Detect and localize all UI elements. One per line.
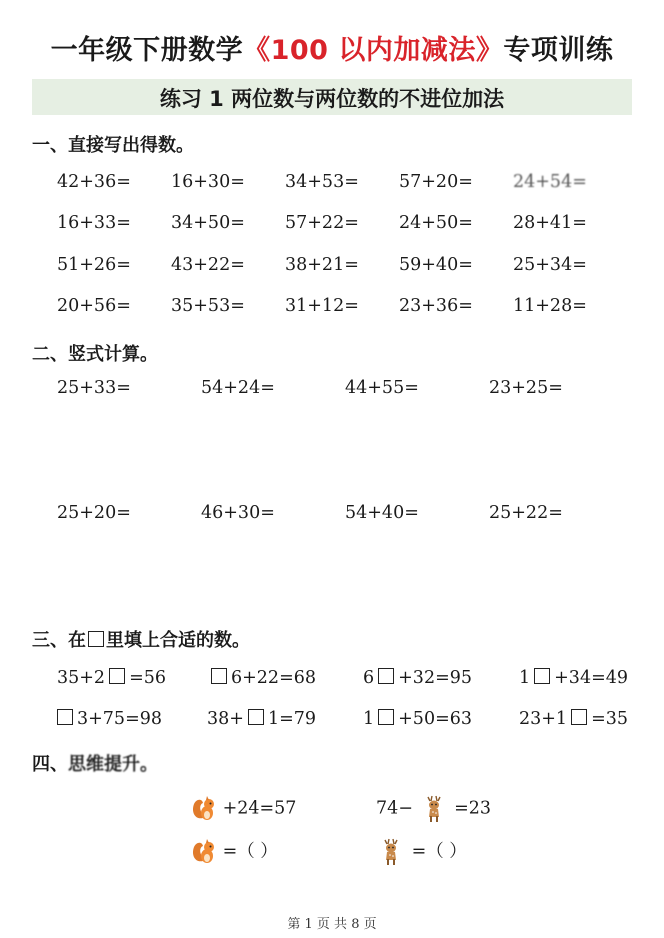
title-suffix: 专项训练 <box>503 35 614 66</box>
s3-eq <box>519 709 628 729</box>
title-highlight: 《100 以内加减法》 <box>243 35 504 66</box>
s1-eq: 34+53= <box>285 172 359 192</box>
s1-eq: 34+50= <box>171 213 245 233</box>
answer-box[interactable] <box>534 668 550 684</box>
section4-heading <box>32 750 158 776</box>
section3-heading <box>32 626 250 652</box>
title-prefix: 一年级下册数学 <box>50 35 244 66</box>
s1-eq: 28+41= <box>513 213 587 233</box>
s3-part-b: =35 <box>591 709 629 729</box>
s1-eq: 11+28= <box>513 296 587 316</box>
answer-box[interactable] <box>378 709 394 725</box>
s1-eq: 24+50= <box>399 213 473 233</box>
page-number: 第 1 页 共 8 页 <box>287 917 377 932</box>
deer-icon <box>376 837 406 867</box>
s3-part-a: 1 <box>363 709 375 729</box>
answer-box[interactable] <box>211 668 227 684</box>
s3-part-b: =56 <box>129 668 167 688</box>
s3-eq <box>519 668 628 688</box>
s3-part-b: +34=49 <box>554 668 629 688</box>
squirrel-answer <box>187 837 278 867</box>
s3-part-b: 3+75=98 <box>77 709 162 729</box>
deer-eq-prefix: 74− <box>376 798 413 819</box>
s2-eq: 23+25= <box>489 378 563 398</box>
answer-box[interactable] <box>57 709 73 725</box>
s1-eq: 25+34= <box>513 255 587 275</box>
squirrel-icon <box>187 794 217 824</box>
s3-part-a: 23+1 <box>519 709 568 729</box>
s2-eq: 25+20= <box>57 503 131 523</box>
answer-box[interactable] <box>248 709 264 725</box>
s3-eq <box>363 709 472 729</box>
s1-eq: 59+40= <box>399 255 473 275</box>
s3-part-a: 35+2 <box>57 668 106 688</box>
squirrel-icon <box>187 837 217 867</box>
section2-heading: 二、竖式计算。 <box>32 344 158 365</box>
subtitle: 练习 1 两位数与两位数的不进位加法 <box>159 87 505 111</box>
deer-icon <box>419 794 449 824</box>
s3-eq <box>57 709 162 729</box>
s1-eq: 35+53= <box>171 296 245 316</box>
s1-eq: 20+56= <box>57 296 131 316</box>
s3-eq <box>57 668 166 688</box>
deer-answer-blank[interactable]: =（ ） <box>411 841 467 862</box>
s3-eq <box>363 668 472 688</box>
answer-box[interactable] <box>109 668 125 684</box>
s1-eq: 38+21= <box>285 255 359 275</box>
answer-box[interactable] <box>571 709 587 725</box>
page-title <box>0 28 664 67</box>
s1-eq: 57+20= <box>399 172 473 192</box>
section3-heading-before: 三、在 <box>32 630 86 651</box>
section4-heading-rest: 思维提升。 <box>68 754 158 775</box>
s2-eq: 54+40= <box>345 503 419 523</box>
s1-eq: 42+36= <box>57 172 131 192</box>
s2-eq: 25+22= <box>489 503 563 523</box>
deer-answer <box>376 837 467 867</box>
section3-heading-after: 里填上合适的数。 <box>106 630 250 651</box>
s3-part-a: 1 <box>519 668 531 688</box>
s3-part-b: +50=63 <box>398 709 473 729</box>
s3-eq <box>207 709 316 729</box>
s2-eq: 46+30= <box>201 503 275 523</box>
squirrel-equation <box>187 794 296 824</box>
squirrel-eq-rest: +24=57 <box>222 798 297 819</box>
section1-heading: 一、直接写出得数。 <box>32 135 194 156</box>
deer-equation <box>376 794 491 824</box>
section4-heading-prefix: 四、 <box>32 754 68 775</box>
s1-eq: 16+33= <box>57 213 131 233</box>
blank-box-icon <box>88 631 104 647</box>
s3-part-b: +32=95 <box>398 668 473 688</box>
deer-eq-rest: =23 <box>454 798 492 819</box>
s3-part-b: 6+22=68 <box>231 668 316 688</box>
s1-eq: 16+30= <box>171 172 245 192</box>
s2-eq: 54+24= <box>201 378 275 398</box>
s3-part-a: 38+ <box>207 709 244 729</box>
s1-eq: 43+22= <box>171 255 245 275</box>
s1-eq: 23+36= <box>399 296 473 316</box>
s1-eq: 31+12= <box>285 296 359 316</box>
s3-part-b: 1=79 <box>267 709 317 729</box>
answer-box[interactable] <box>378 668 394 684</box>
s3-part-a: 6 <box>363 668 375 688</box>
s3-eq <box>211 668 316 688</box>
s1-eq: 51+26= <box>57 255 131 275</box>
s1-eq: 57+22= <box>285 213 359 233</box>
s2-eq: 25+33= <box>57 378 131 398</box>
s2-eq: 44+55= <box>345 378 419 398</box>
s1-eq: 24+54= <box>513 172 587 192</box>
squirrel-answer-blank[interactable]: =（ ） <box>222 841 278 862</box>
